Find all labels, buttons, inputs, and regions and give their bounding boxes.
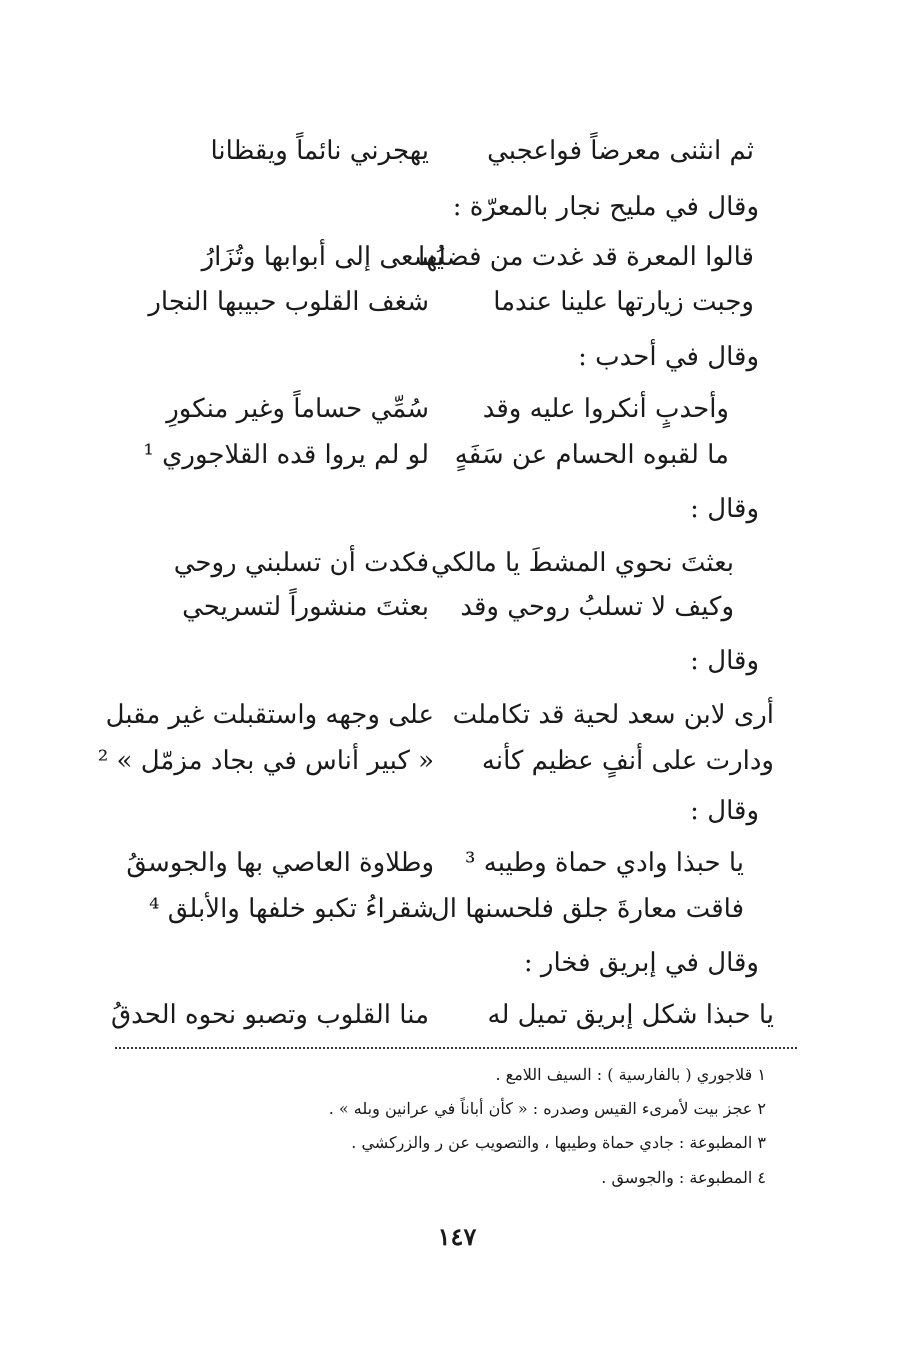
verse-hemistich-second: شقراءُ تكبو خلفها والأبلق ⁴ bbox=[149, 894, 434, 924]
verse-hemistich-second: لو لم يروا قده القلاجوري ¹ bbox=[143, 440, 429, 470]
verse-hemistich-second: يهجرني نائماً ويقظانا bbox=[210, 136, 429, 166]
verse-hemistich-first: قالوا المعرة قد غدت من فضلها bbox=[418, 242, 754, 272]
poem-intro: وقال في إبريق فخار : bbox=[523, 948, 759, 978]
verse-hemistich-first: يا حبذا شكل إبريق تميل له bbox=[487, 1000, 774, 1030]
verse-hemistich-first: فاقت معارةَ جلق فلحسنها ال bbox=[430, 894, 744, 924]
footnote: ٢ عجز بيت لأمرىء القيس وصدره : « كأن أباناً في عرانين وبله » . bbox=[328, 1099, 766, 1118]
poem-intro: وقال : bbox=[690, 494, 759, 524]
verse-hemistich-first: يا حبذا وادي حماة وطيبه ³ bbox=[465, 848, 744, 878]
verse-hemistich-second: شغف القلوب حبيبها النجار bbox=[148, 287, 429, 317]
verse-hemistich-second: سُمِّي حساماً وغير منكورِ bbox=[166, 394, 429, 424]
verse-hemistich-first: وكيف لا تسلبُ روحي وقد bbox=[460, 592, 734, 622]
footnote: ٣ المطبوعة : جادي حماة وطيبها ، والتصويب عن ر والزركشي . bbox=[351, 1133, 766, 1152]
verse-hemistich-second: « كبير أناس في بجاد مزمّل » ² bbox=[97, 746, 434, 776]
verse-hemistich-second: على وجهه واستقبلت غير مقبل bbox=[105, 700, 434, 730]
verse-hemistich-first: ودارت على أنفٍ عظيم كأنه bbox=[481, 746, 774, 776]
verse-hemistich-first: ما لقبوه الحسام عن سَفَهٍ bbox=[454, 440, 729, 470]
footnote: ٤ المطبوعة : والجوسق . bbox=[601, 1168, 766, 1187]
verse-hemistich-second: فكدت أن تسلبني روحي bbox=[173, 548, 429, 578]
poem-intro: وقال : bbox=[690, 796, 759, 826]
verse-hemistich-second: وطلاوة العاصي بها والجوسقُ bbox=[126, 848, 434, 878]
footnote-separator bbox=[115, 1047, 797, 1049]
verse-hemistich-first: بعثتَ نحوي المشطَ يا مالكي bbox=[430, 548, 734, 578]
verse-hemistich-first: وجبت زيارتها علينا عندما bbox=[493, 287, 754, 317]
poem-intro: وقال في أحدب : bbox=[578, 342, 759, 372]
verse-hemistich-second: يُسعى إلى أبوابها وتُزَارُ bbox=[201, 242, 444, 272]
verse-hemistich-second: بعثتَ منشوراً لتسريحي bbox=[182, 592, 429, 622]
poem-intro: وقال في مليح نجار بالمعرّة : bbox=[452, 192, 759, 222]
verse-hemistich-first: أرى لابن سعد لحية قد تكاملت bbox=[452, 700, 774, 730]
page-number: ١٤٧ bbox=[437, 1222, 477, 1251]
verse-hemistich-first: ثم انثنى معرضاً فواعجبي bbox=[487, 136, 754, 166]
verse-hemistich-first: وأحدبٍ أنكروا عليه وقد bbox=[482, 394, 729, 424]
footnote: ١ قلاجوري ( بالفارسية ) : السيف اللامع . bbox=[495, 1065, 766, 1084]
verse-hemistich-second: منا القلوب وتصبو نحوه الحدقُ bbox=[110, 1000, 429, 1030]
poem-intro: وقال : bbox=[690, 646, 759, 676]
